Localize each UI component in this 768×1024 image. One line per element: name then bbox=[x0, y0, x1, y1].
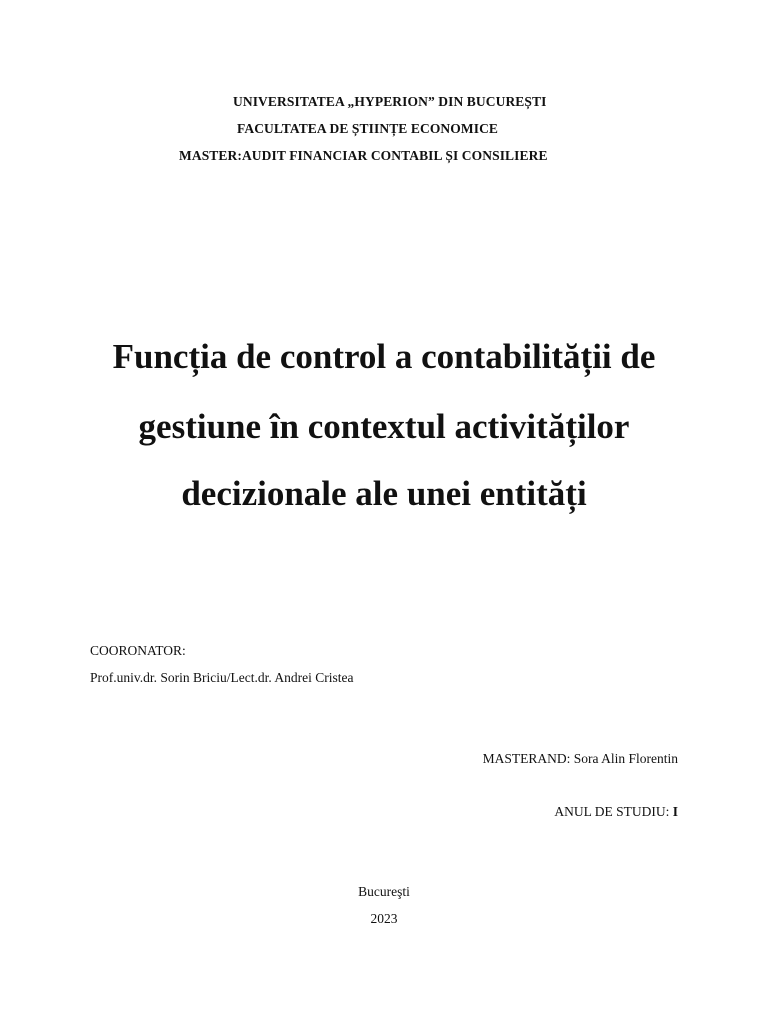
coordinator-label: COORONATOR: bbox=[90, 643, 186, 658]
city: Bucureşti bbox=[358, 884, 410, 899]
study-year-line bbox=[554, 804, 678, 820]
university-name: UNIVERSITATEA „HYPERION” DIN BUCUREȘTI bbox=[233, 94, 547, 109]
faculty-name: FACULTATEA DE ȘTIINȚE ECONOMICE bbox=[237, 121, 499, 136]
masterand-name: Sora Alin Florentin bbox=[573, 751, 678, 766]
masterand-line bbox=[483, 751, 678, 767]
thesis-title-line-2: gestiune în contextul activităților bbox=[138, 407, 630, 446]
thesis-title-line-1: Funcția de control a contabilității de bbox=[112, 337, 656, 376]
year: 2023 bbox=[370, 911, 398, 926]
thesis-title-line-3: decizionale ale unei entități bbox=[181, 474, 587, 513]
study-year-label: ANUL DE STUDIU: bbox=[554, 804, 670, 819]
coordinator-names: Prof.univ.dr. Sorin Briciu/Lect.dr. Andrei Cristea bbox=[90, 670, 354, 685]
master-program: MASTER:AUDIT FINANCIAR CONTABIL ȘI CONSILIERE bbox=[179, 148, 548, 163]
study-year-value: I bbox=[672, 804, 678, 819]
masterand-label: MASTERAND: bbox=[482, 751, 571, 766]
